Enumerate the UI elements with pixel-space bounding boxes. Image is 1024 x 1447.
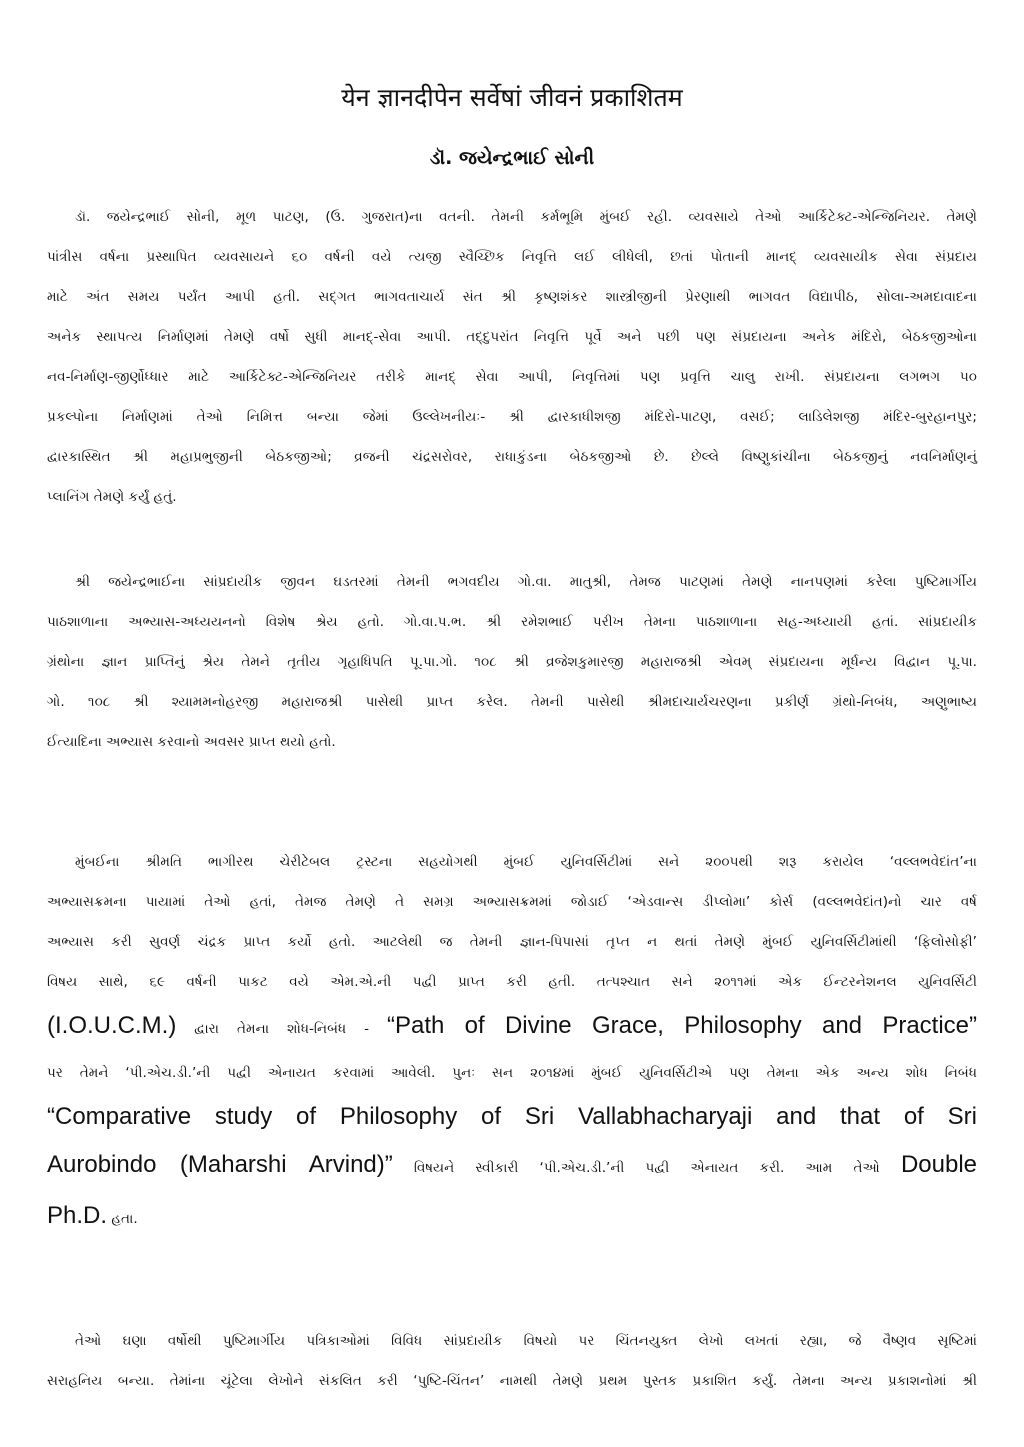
text-line: ઈત્યાદિના અભ્યાસ કરવાનો અવસર પ્રાપ્ત થયો હતો. [47,734,336,750]
page-title: येन ज्ञानदीपेन सर्वेषां जीवनं प्रकाशितम [341,83,683,112]
text-line: ગ્રંથોના જ્ઞાન પ્રાપ્તિનું શ્રેય તેમને તૃતીય ગૃહાધિપતિ પૂ.પા.ગો. ૧૦૮ શ્રી વ્રજેશકુમારજી મહારાજશ્રી એવમ્ સંપ્રદાયના મૂર્ધન્ય વિદ્વાન પૂ.પા. [47,654,977,670]
text-line: વિષય સાથે, ૬૯ વર્ષની પાકટ વયે એમ.એ.ની પદ્વી પ્રાપ્ત કરી હતી. તત્પશ્ચાત સને ૨૦૧૧માં એક ઈન્ટરનેશનલ યુનિવર્સિટી [47,974,977,990]
text-line: પ્લાનિંગ તેમણે કર્યું હતું. [47,489,177,505]
inline-text: વિષયને સ્વીકારી ‘પી.એચ.ડી.’ની પદ્વી એનાયત કરી. આમ તેઓ [392,1160,901,1176]
text-line: તેઓ ઘણા વર્ષોથી પુષ્ટિમાર્ગીય પત્રિકાઓમાં વિવિધ સાંપ્રદાયીક વિષયો પર ચિંતનયુક્ત લેખો લખતાં રહ્યા, જે વૈષ્ણવ સૃષ્ટિમાં [75,1333,977,1349]
text-line: મુંબઈના શ્રીમતિ ભાગીરથ ચેરીટેબલ ટ્રસ્ટના સહયોગથી મુંબઈ યુનિવર્સિટીમાં સને ૨૦૦૫થી શરૂ કરાયેલ ‘વલ્લભવેદાંત’ના [75,854,977,870]
thesis-title-2-cont: Aurobindo (Maharshi Arvind)” [47,1151,393,1178]
paragraph-3 [47,842,977,1243]
text-line: અભ્યાસ કરી સુવર્ણ ચંદ્રક પ્રાપ્ત કર્યો હતો. આટલેથી જ તેમની જ્ઞાન-પિપાસાં તૃપ્ત ન થતાં તેમણે મુંબઈ યુનિવર્સિટીમાંથી ‘ફિલોસોફી’ [47,934,977,950]
text-line: પર તેમને ‘પી.એચ.ડી.’ની પદ્વી એનાયત કરવામાં આવેલી. પુનઃ સન ૨૦૧૪માં મુંબઈ યુનિવર્સિટીએ પણ તેમના એક અન્ય શોધ નિબંધ [47,1065,977,1081]
inline-text: હતા. [107,1211,138,1227]
paragraph-2 [47,562,977,762]
author-name: ડૉ. જયેન્દ્રભાઈ સોની [429,147,595,169]
paragraph-1 [47,197,977,517]
thesis-title-2: “Comparative study of Philosophy of Sri Vallabhacharyaji and that of Sri [47,1103,977,1130]
text-line: પ્રકલ્પોના નિર્માણમાં તેઓ નિમિત્ત બન્યા જેમાં ઉલ્લેખનીયઃ- શ્રી દ્વારકાધીશજી મંદિરો-પાટણ, વસઈ; લાડિલેશજી મંદિર-બુરહાનપુર; [47,409,977,425]
text-line: સરાહનિય બન્યા. તેમાંના ચૂંટેલા લેખોને સંકલિત કરી ‘પુષ્ટિ-ચિંતન’ નામથી તેમણે પ્રથમ પુસ્તક પ્રકાશિત કર્યું. તેમના અન્ય પ્રકાશનોમાં શ્રી [47,1373,977,1389]
text-line [47,1192,977,1243]
text-line: અભ્યાસક્રમના પાયામાં તેઓ હતાં, તેમજ તેમણે તે સમગ્ર અભ્યાસક્રમમાં જોડાઈ ‘એડવાન્સ ડીપ્લોમા’ કોર્સ (વલ્લભવેદાંત)નો ચાર વર્ષ [47,894,977,910]
text-line [47,1141,977,1192]
institution-abbr: (I.O.U.C.M.) [47,1012,177,1039]
phd-label: Ph.D. [47,1202,108,1229]
text-line: ગો. ૧૦૮ શ્રી શ્યામમનોહરજી મહારાજશ્રી પાસેથી પ્રાપ્ત કરેલ. તેમની પાસેથી શ્રીમદાચાર્યચરણના પ્રકીર્ણ ગ્રંથો-નિબંધ, અણુભાષ્ય [47,694,977,710]
text-line: શ્રી જયેન્દ્રભાઈના સાંપ્રદાયીક જીવન ઘડતરમાં તેમની ભગવદીય ગો.વા. માતુશ્રી, તેમજ પાટણમાં તેમણે નાનપણમાં કરેલા પુષ્ટિમાર્ગીય [75,574,977,590]
text-line: અનેક સ્થાપત્ય નિર્માણમાં તેમણે વર્ષો સુધી માનદ્-સેવા આપી. તદ્દુપરાંત નિવૃત્તિ પૂર્વે અને પછી પણ સંપ્રદાયના અનેક મંદિરો, બેઠકજીઓના [47,329,977,345]
inline-text: દ્વારા તેમના શોધ-નિબંધ - [176,1021,387,1037]
double-label: Double [900,1151,977,1178]
text-line: દ્વારકાસ્થિત શ્રી મહાપ્રભુજીની બેઠકજીઓ; વ્રજની ચંદ્રસરોવર, રાધાકુંડના બેઠકજીઓ છે. છેલ્લે વિષ્ણુકાંચીના બેઠકજીનું નવનિર્માણનું [47,449,977,465]
text-line: પાંત્રીસ વર્ષના પ્રસ્થાપિત વ્યવસાયને ૬૦ વર્ષની વયે ત્યજી સ્વૈચ્છિક નિવૃત્તિ લઈ લીધેલી, છતાં પોતાની માનદ્ વ્યવસાયીક સેવા સંપ્રદાય [47,249,977,265]
text-line: નવ-નિર્માણ-જીર્ણોધ્ધાર માટે આર્કિટેક્ટ-એન્જિનિયર તરીકે માનદ્ સેવા આપી, નિવૃત્તિમાં પણ પ્રવૃત્તિ ચાલુ રાખી. સંપ્રદાયના લગભગ ૫૦ [47,369,977,385]
text-line: ડૉ. જયેન્દ્રભાઈ સોની, મૂળ પાટણ, (ઉ. ગુજરાત)ના વતની. તેમની કર્મભૂમિ મુંબઈ રહી. વ્યવસાયે તેઓ આર્કિટેક્ટ-એન્જિનિયર. તેમણે [75,209,977,225]
paragraph-4 [47,1321,977,1401]
text-line: પાઠશાળાના અભ્યાસ-અધ્યયનનો વિશેષ શ્રેય હતો. ગો.વા.પ.ભ. શ્રી રમેશભાઈ પરીખ તેમના પાઠશાળાના સહ-અધ્યાયી હતાં. સાંપ્રદાયીક [47,614,977,630]
text-line [47,1002,977,1053]
thesis-title-1: “Path of Divine Grace, Philosophy and Practice” [387,1012,978,1039]
text-line: માટે અંત સમય પર્યંત આપી હતી. સદ્ગત ભાગવતાચાર્ય સંત શ્રી કૃષ્ણશંકર શાસ્ત્રીજીની પ્રેરણાથી ભાગવત વિદ્યાપીઠ, સોલા-અમદાવાદના [47,289,977,305]
